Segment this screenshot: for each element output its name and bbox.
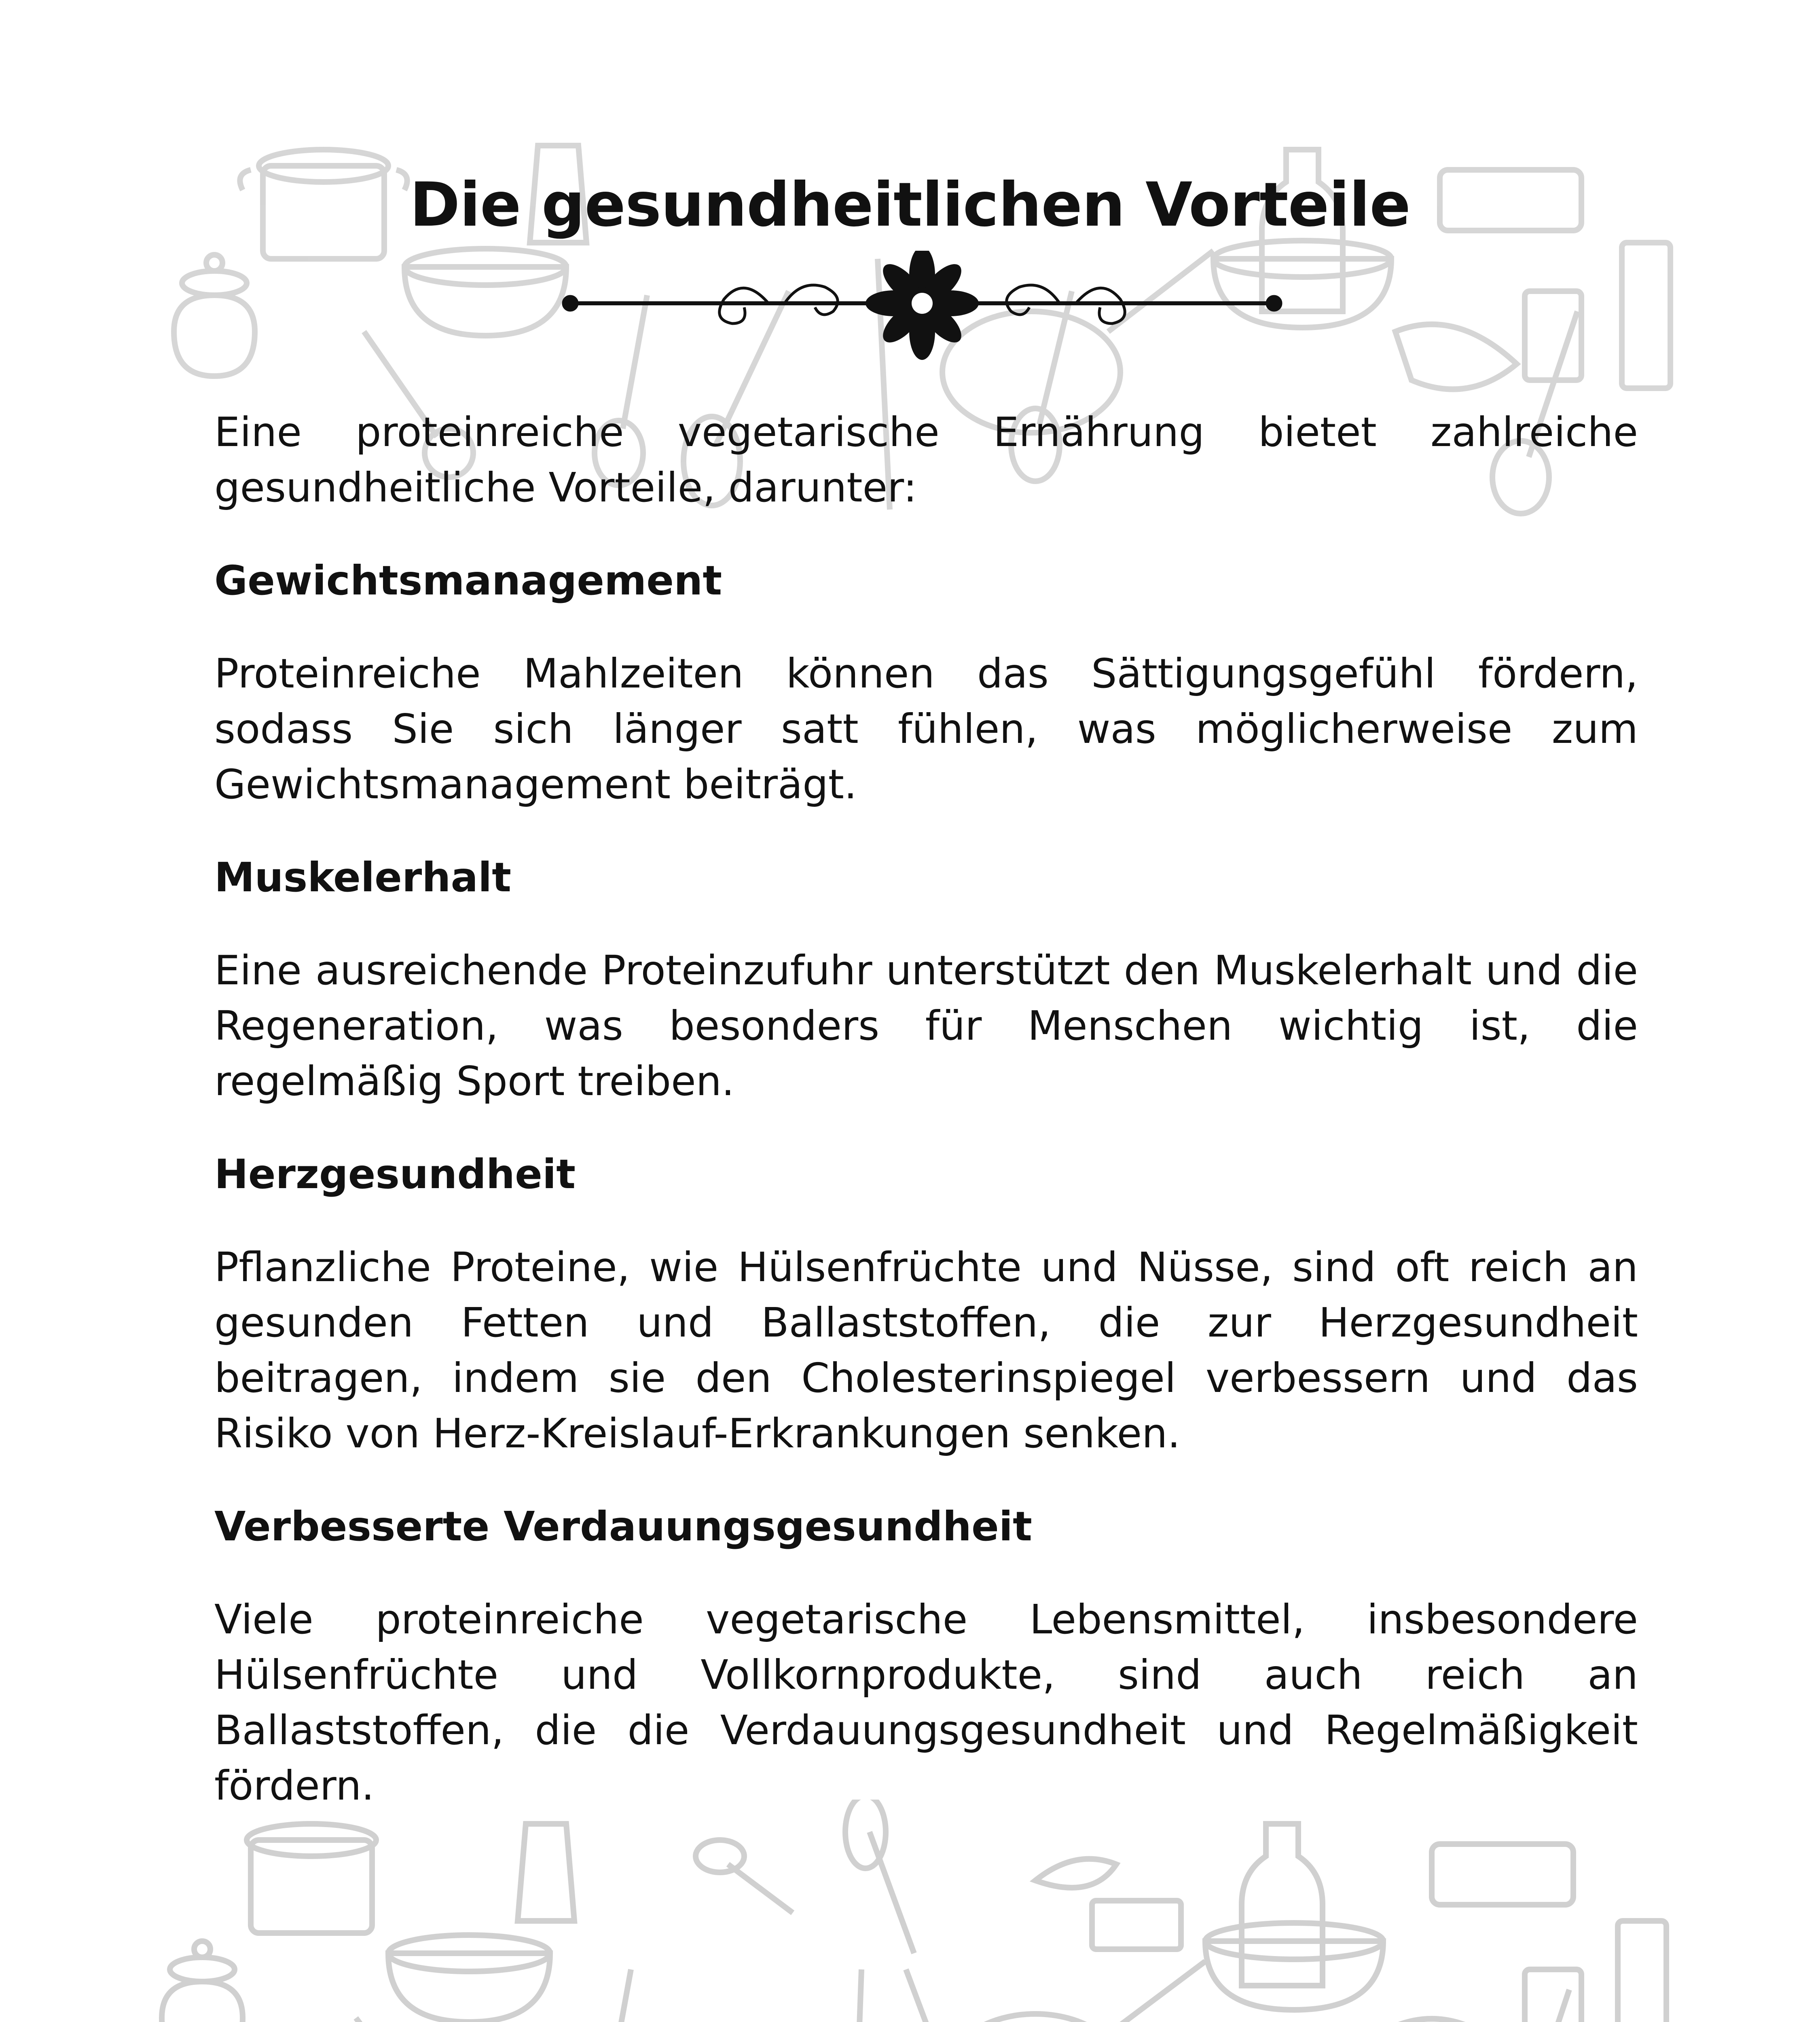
section-heading-herzgesundheit: Herzgesundheit [214, 1151, 576, 1198]
section-heading-gewichtsmanagement: Gewichtsmanagement [214, 557, 722, 604]
title-divider-ornament [558, 251, 1286, 364]
section-heading-verdauungsgesundheit: Verbesserte Verdauungsgesundheit [214, 1503, 1032, 1550]
section-heading-muskelerhalt: Muskelerhalt [214, 854, 512, 901]
intro-paragraph: Eine proteinreiche vegetarische Ernährung bietet zahlreiche gesundheitliche Vorteile, darunter: [214, 408, 1638, 511]
section-text-gewichtsmanagement: Proteinreiche Mahlzeiten können das Sättigungsgefühl fördern, sodass Sie sich länger satt fühlen, was möglicherweise zum Gewichtsmanagement beiträgt. [214, 650, 1638, 808]
flower-ornament-icon [866, 251, 979, 360]
page-content [214, 404, 1638, 1851]
section-text-verdauungsgesundheit: Viele proteinreiche vegetarische Lebensmittel, insbesondere Hülsenfrüchte und Vollkornprodukte, sind auch reich an Ballaststoffen, die die Verdauungsgesundheit und Regelmäßigkeit fördern. [214, 1596, 1638, 1809]
section-text-muskelerhalt: Eine ausreichende Proteinzufuhr unterstützt den Muskelerhalt und die Regeneration, was besonders für Menschen wichtig ist, die regelmäßig Sport treiben. [214, 947, 1638, 1105]
page-title: Die gesundheitlichen Vorteile [409, 170, 1411, 240]
section-text-herzgesundheit: Pflanzliche Proteine, wie Hülsenfrüchte und Nüsse, sind oft reich an gesunden Fetten und Ballaststoffen, die zur Herzgesundheit beitragen, indem sie den Cholesterinspiegel verbessern und das Risiko von Herz-Kreislauf-Erkrankungen senken. [214, 1244, 1638, 1457]
